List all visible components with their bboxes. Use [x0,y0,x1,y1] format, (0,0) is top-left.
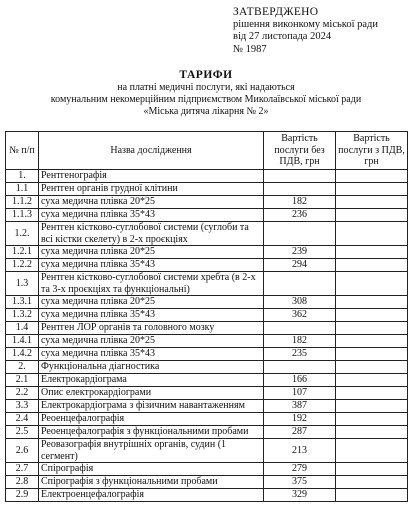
approval-stamp [233,6,378,56]
heading-line-1: на платні медичні послуги, які надаються [117,82,295,93]
row-price-no-vat [264,272,336,296]
table-header-row [6,132,408,170]
table-row [6,463,408,476]
header-price-vat: Вартість послуги з ПДВ, грн [336,132,408,170]
row-price-vat [336,170,408,183]
row-name: Рентгенографія [39,170,264,183]
row-name: Реоенцефалографія [39,413,264,426]
row-price-no-vat: 308 [264,296,336,309]
row-price-no-vat: 107 [264,387,336,400]
row-price-no-vat: 329 [264,489,336,502]
row-price-no-vat: 166 [264,374,336,387]
row-name: Спірографія з функціональними пробами [39,476,264,489]
row-name: суха медична плівка 35*43 [39,348,264,361]
row-name: Реовазографія внутрішніх органів, судин (1 сегмент) [39,439,264,463]
row-number: 3.3 [6,400,39,413]
row-price-vat [336,361,408,374]
row-name: суха медична плівка 35*43 [39,209,264,222]
row-number: 1.3.2 [6,309,39,322]
row-number: 1. [6,170,39,183]
row-price-vat [336,183,408,196]
row-price-no-vat: 362 [264,309,336,322]
row-price-no-vat: 375 [264,476,336,489]
row-price-vat [336,400,408,413]
table-row [6,183,408,196]
table-row [6,259,408,272]
row-price-no-vat [264,322,336,335]
row-name: суха медична плівка 20*25 [39,335,264,348]
row-name: Реоенцефалографія з функціональними пробами [39,426,264,439]
row-number: 2.6 [6,439,39,463]
row-number: 2.1 [6,374,39,387]
table-row [6,400,408,413]
row-name: Електрокардіограма з фізичним навантаженням [39,400,264,413]
table-row [6,374,408,387]
row-number: 1.4.2 [6,348,39,361]
row-name: Електрокардіограма [39,374,264,387]
table-row [6,209,408,222]
row-name: Спірографія [39,463,264,476]
approval-decision: рішення виконкому міської ради [233,18,379,30]
row-name: Рентген ЛОР органів та головного мозку [39,322,264,335]
table-row [6,170,408,183]
document-title: ТАРИФИ [179,69,233,81]
row-price-no-vat [264,222,336,246]
row-price-no-vat: 213 [264,439,336,463]
row-price-no-vat: 239 [264,246,336,259]
row-name: Опис електрокардіограми [39,387,264,400]
row-number: 1.4.1 [6,335,39,348]
row-price-no-vat: 294 [264,259,336,272]
row-price-no-vat: 287 [264,426,336,439]
row-price-no-vat [264,183,336,196]
table-row [6,196,408,209]
approval-title: ЗАТВЕРДЖЕНО [233,6,319,18]
row-price-vat [336,246,408,259]
heading-line-2: комунальним некомерційним підприємством Миколаївської міської ради [50,94,362,105]
row-number: 1.2.1 [6,246,39,259]
row-price-no-vat: 192 [264,413,336,426]
row-number: 1.2.2 [6,259,39,272]
row-price-vat [336,309,408,322]
row-price-vat [336,259,408,272]
row-name: суха медична плівка 20*25 [39,246,264,259]
row-price-vat [336,439,408,463]
row-price-vat [336,196,408,209]
row-price-no-vat: 387 [264,400,336,413]
header-num: № п/п [6,132,39,170]
row-number: 1.4 [6,322,39,335]
row-number: 1.3 [6,272,39,296]
row-name: суха медична плівка 20*25 [39,196,264,209]
row-price-vat [336,374,408,387]
document-heading [0,69,412,118]
row-price-no-vat [264,170,336,183]
row-number: 2.4 [6,413,39,426]
row-number: 1.1.2 [6,196,39,209]
table-row [6,413,408,426]
row-name: Функціональна діагностика [39,361,264,374]
row-number: 2.7 [6,463,39,476]
row-name: Рентген кістково-суглобової системи (суглоби та всі кістки скелету) в 2-х проєкціях [39,222,264,246]
row-name: Рентген органів грудної клітини [39,183,264,196]
row-price-vat [336,222,408,246]
row-name: суха медична плівка 35*43 [39,259,264,272]
table-row [6,439,408,463]
row-price-no-vat [264,361,336,374]
row-number: 2.9 [6,489,39,502]
row-price-no-vat: 182 [264,335,336,348]
table-row [6,296,408,309]
table-row [6,322,408,335]
row-name: Електроенцефалографія [39,489,264,502]
row-price-no-vat: 235 [264,348,336,361]
header-price-no-vat: Вартість послуги без ПДВ, грн [264,132,336,170]
table-body [6,170,408,502]
table-row [6,309,408,322]
row-price-no-vat: 182 [264,196,336,209]
row-number: 2.2 [6,387,39,400]
table-row [6,489,408,502]
row-number: 2. [6,361,39,374]
row-price-no-vat: 236 [264,209,336,222]
table-row [6,361,408,374]
table-row [6,387,408,400]
table-row [6,335,408,348]
header-name: Назва дослідження [39,132,264,170]
row-price-no-vat: 279 [264,463,336,476]
row-price-vat [336,348,408,361]
row-number: 1.3.1 [6,296,39,309]
row-price-vat [336,489,408,502]
tariff-table [5,131,408,502]
row-price-vat [336,335,408,348]
row-price-vat [336,322,408,335]
row-number: 2.8 [6,476,39,489]
table-row [6,222,408,246]
row-price-vat [336,272,408,296]
row-price-vat [336,209,408,222]
row-price-vat [336,476,408,489]
row-price-vat [336,296,408,309]
table-row [6,246,408,259]
approval-number: № 1987 [233,43,267,55]
row-price-vat [336,426,408,439]
table-row [6,348,408,361]
row-name: Рентген кістково-суглобової системи хребта (в 2-х та 3-х проєкціях та функціональні) [39,272,264,296]
row-price-vat [336,463,408,476]
table-row [6,426,408,439]
row-price-vat [336,413,408,426]
row-number: 2.5 [6,426,39,439]
row-number: 1.2. [6,222,39,246]
approval-date: від 27 листопада 2024 [233,31,332,42]
row-price-vat [336,387,408,400]
heading-line-3: «Міська дитяча лікарня № 2» [143,106,269,117]
table-row [6,272,408,296]
row-number: 1.1.3 [6,209,39,222]
row-number: 1.1 [6,183,39,196]
row-name: суха медична плівка 20*25 [39,296,264,309]
table-row [6,476,408,489]
row-name: суха медична плівка 35*43 [39,309,264,322]
